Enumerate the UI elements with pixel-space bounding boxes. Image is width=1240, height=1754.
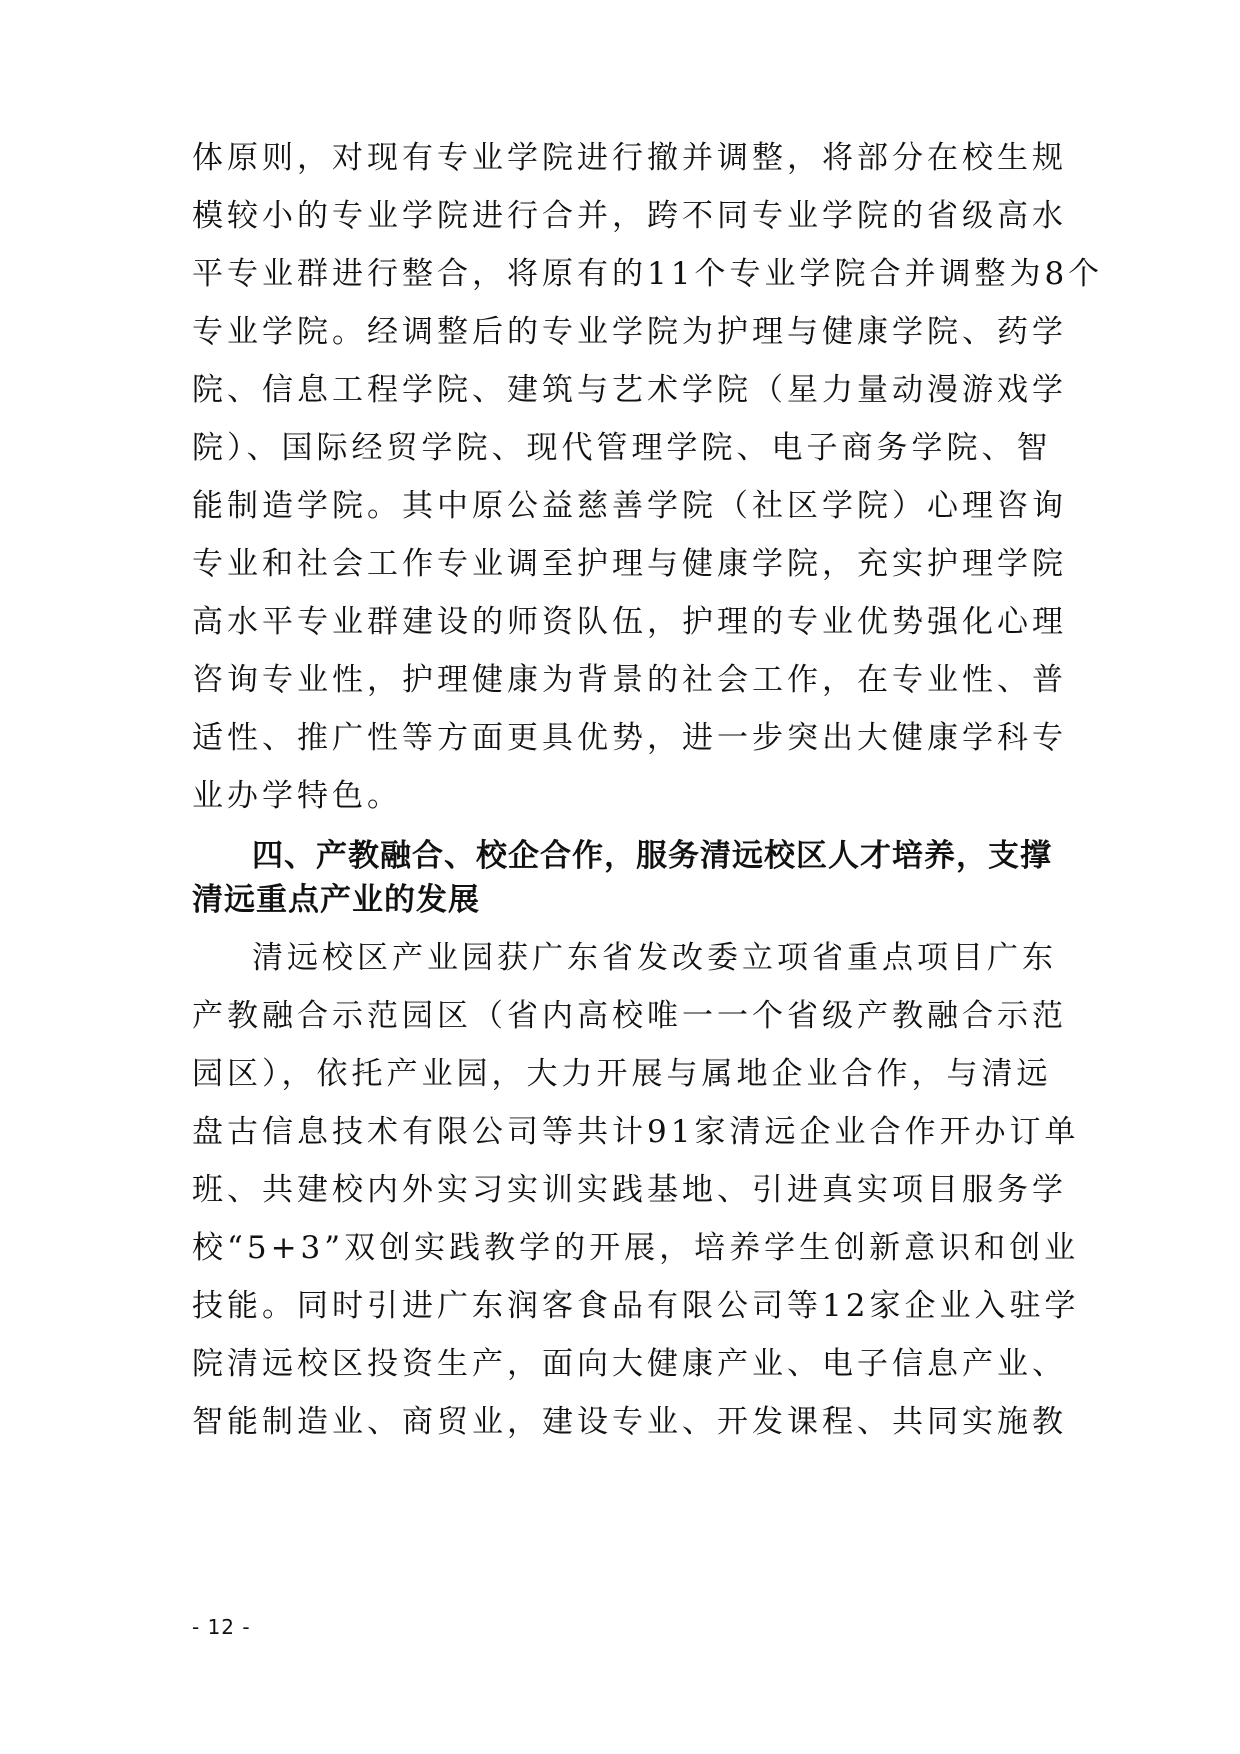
paragraph-line: 适性、推广性等方面更具优势，进一步突出大健康学科专 xyxy=(192,720,1067,756)
paragraph-line: 高水平专业群建设的师资队伍，护理的专业优势强化心理 xyxy=(192,604,1067,640)
paragraph-line: 专业和社会工作专业调至护理与健康学院，充实护理学院 xyxy=(192,546,1067,582)
paragraph-line: 智能制造业、商贸业，建设专业、开发课程、共同实施教 xyxy=(192,1404,1067,1440)
section-heading-line: 四、产教融合、校企合作，服务清远校区人才培养，支撑 xyxy=(252,838,1052,874)
paragraph-line: 专业学院。经调整后的专业学院为护理与健康学院、药学 xyxy=(192,314,1067,350)
paragraph-line: 业办学特色。 xyxy=(192,778,402,814)
paragraph-line: 体原则，对现有专业学院进行撤并调整，将部分在校生规 xyxy=(192,140,1067,176)
paragraph-line: 产教融合示范园区（省内高校唯一一个省级产教融合示范 xyxy=(192,998,1067,1034)
paragraph-line: 院、信息工程学院、建筑与艺术学院（星力量动漫游戏学 xyxy=(192,372,1067,408)
paragraph-line: 能制造学院。其中原公益慈善学院（社区学院）心理咨询 xyxy=(192,488,1067,524)
paragraph-line: 班、共建校内外实习实训实践基地、引进真实项目服务学 xyxy=(192,1172,1067,1208)
page-number: - 12 - xyxy=(192,1615,251,1639)
section-heading-line: 清远重点产业的发展 xyxy=(192,882,480,918)
paragraph-line: 技能。同时引进广东润客食品有限公司等12家企业入驻学 xyxy=(192,1288,1080,1324)
paragraph-line: 平专业群进行整合，将原有的11个专业学院合并调整为8个 xyxy=(192,256,1104,292)
paragraph-line: 院）、国际经贸学院、现代管理学院、电子商务学院、智 xyxy=(192,430,1052,466)
paragraph-line: 院清远校区投资生产，面向大健康产业、电子信息产业、 xyxy=(192,1346,1067,1382)
paragraph-line: 盘古信息技术有限公司等共计91家清远企业合作开办订单 xyxy=(192,1114,1080,1150)
paragraph-line: 模较小的专业学院进行合并，跨不同专业学院的省级高水 xyxy=(192,198,1067,234)
paragraph-line: 校“5+3”双创实践教学的开展，培养学生创新意识和创业 xyxy=(192,1230,1080,1266)
paragraph-line: 园区），依托产业园，大力开展与属地企业合作，与清远 xyxy=(192,1056,1052,1092)
paragraph-line: 咨询专业性，护理健康为背景的社会工作，在专业性、普 xyxy=(192,662,1067,698)
paragraph-line: 清远校区产业园获广东省发改委立项省重点项目广东 xyxy=(252,940,1057,976)
